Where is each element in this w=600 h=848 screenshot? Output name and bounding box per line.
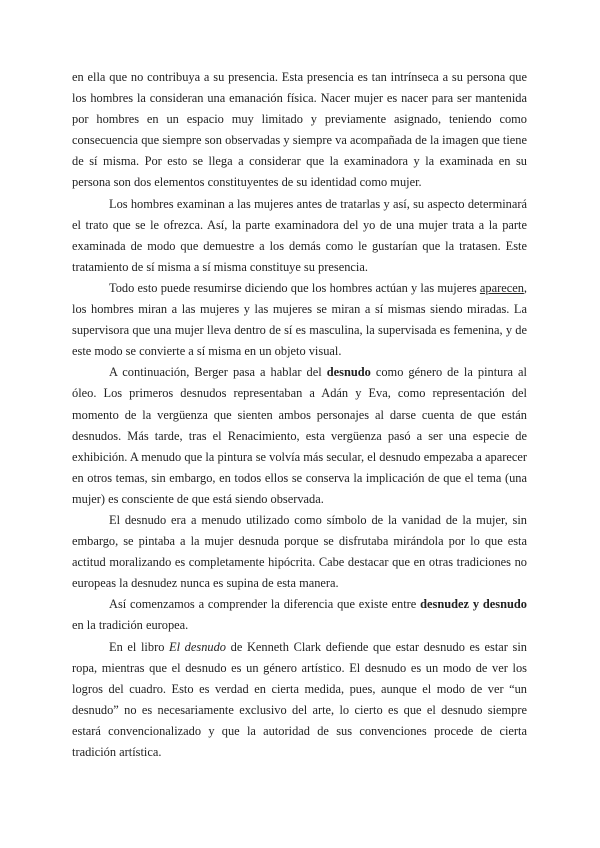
paragraph	[72, 194, 527, 278]
bold-text: desnudo	[326, 365, 371, 380]
text-run: en la tradición europea.	[72, 618, 189, 633]
text-run: , los hombres miran a las mujeres y las mujeres se miran a sí mismas siendo miradas. La supervisora que una mujer lleva dentro de sí es masculina, la supervisada es femenina, y de este modo se convierte a sí misma en un objeto visual.	[72, 280, 527, 359]
text-run: En el libro	[109, 639, 170, 654]
text-run: de Kenneth Clark defiende que estar desnudo es estar sin ropa, mientras que el desnudo es un género artístico. El desnudo es un modo de ver los logros del cuadro. Esto es verdad en cierta medida, pues, aunque el modo de ver “un desnudo” no es necesariamente exclusivo del arte, lo cierto es que el desnudo siempre estará convencionalizado y que la autoridad de sus convenciones procede de cierta tradición artística.	[72, 639, 527, 759]
italic-text: El desnudo	[169, 639, 226, 654]
text-run: como género de la pintura al óleo. Los primeros desnudos representaban a Adán y Eva, como representación del momento de la vergüenza que sienten ambos personajes al darse cuenta de que están desnudos. Más tarde, tras el Renacimiento, esta vergüenza pasó a ser una especie de exhibición. A menudo que la pintura se volvía más secular, el desnudo empezaba a aparecer en otros temas, sin embargo, en todos ellos se conserva la implicación de que el tema (una mujer) es consciente de que está siendo observada.	[72, 365, 527, 506]
paragraph	[72, 594, 527, 636]
bold-text: desnudez y desnudo	[420, 597, 527, 612]
text-run: A continuación, Berger pasa a hablar del	[109, 365, 327, 380]
paragraph	[72, 67, 527, 194]
paragraph	[72, 510, 527, 594]
text-run: en ella que no contribuya a su presencia. Esta presencia es tan intrínseca a su persona que los hombres la consideran una emanación física. Nacer mujer es nacer para ser mantenida por hombres en un espacio muy limitado y previamente asignado, teniendo como consecuencia que siempre son observadas y siempre va acompañada de la imagen que tiene de sí misma. Por esto se llega a considerar que la examinadora y la examinada en su persona son dos elementos constituyentes de su identidad como mujer.	[72, 70, 527, 190]
text-run: Los hombres examinan a las mujeres antes de tratarlas y así, su aspecto determinará el trato que se le ofrezca. Así, la parte examinadora del yo de una mujer trata a la parte examinada de modo que demuestre a los demás como le gustarían que la tratasen. Este tratamiento de sí misma a sí misma constituye su presencia.	[72, 196, 527, 274]
paragraph	[72, 637, 527, 764]
text-run: El desnudo era a menudo utilizado como símbolo de la vanidad de la mujer, sin embargo, se pintaba a la mujer desnuda porque se disfrutaba mirándola por lo que esta actitud moralizando es completamente hipócrita. Cabe destacar que en otras tradiciones no europeas la desnudez nunca es supina de esta manera.	[72, 512, 527, 591]
text-run: Todo esto puede resumirse diciendo que los hombres actúan y las mujeres	[109, 280, 480, 295]
text-run: Así comenzamos a comprender la diferencia que existe entre	[109, 597, 421, 612]
paragraph	[72, 278, 527, 362]
underlined-text: aparecen	[479, 280, 524, 295]
document-page	[72, 67, 527, 763]
paragraph	[72, 362, 527, 510]
